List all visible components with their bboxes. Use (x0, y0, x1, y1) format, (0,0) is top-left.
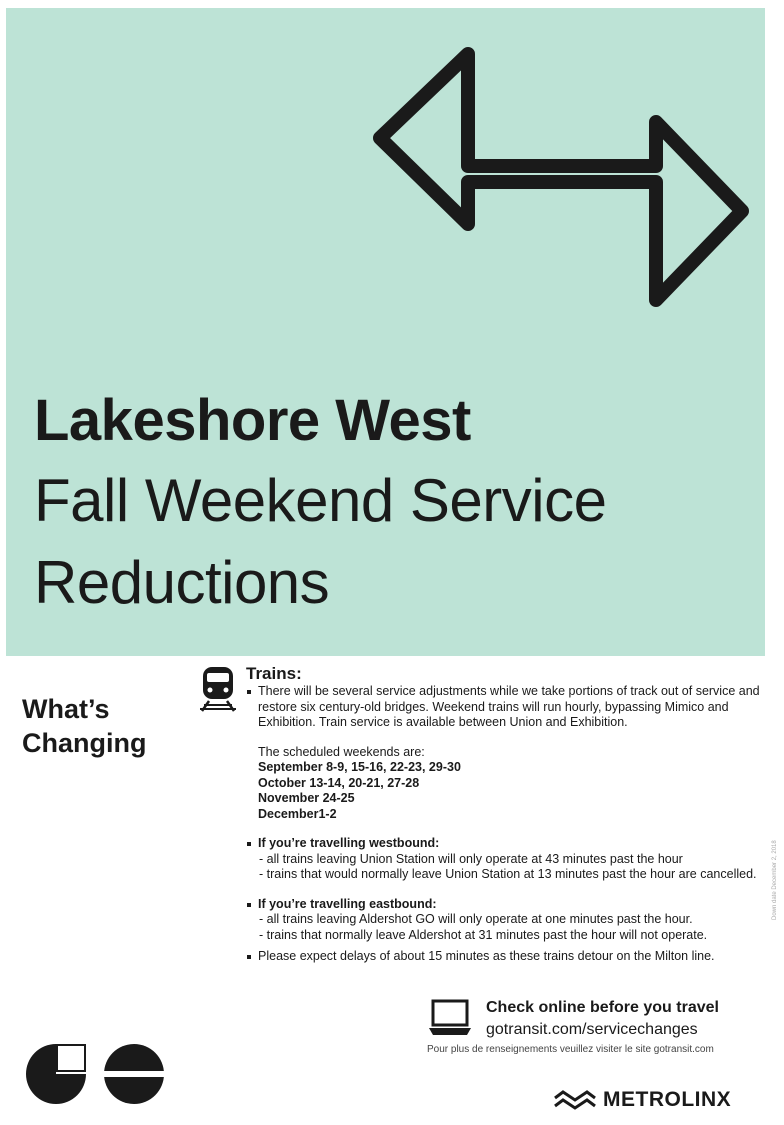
side-note: Down date December 2, 2018 (772, 840, 778, 920)
eastbound-item: - trains that normally leave Aldershot at 31 minutes past the hour will not operate. (259, 927, 708, 942)
eastbound-heading: If you’re travelling eastbound: (246, 897, 766, 913)
westbound-item: - trains that would normally leave Union Station at 13 minutes past the hour are cancelled. (259, 867, 757, 881)
eastbound-block (246, 897, 766, 944)
schedule-date: December1-2 (258, 806, 337, 821)
title-line-route: Lakeshore West (34, 388, 471, 453)
schedule-block (246, 745, 766, 823)
check-online-title: Check online before you travel (486, 999, 719, 1016)
metrolinx-wave-icon (553, 1090, 597, 1110)
schedule-date: November 24-25 (258, 791, 355, 805)
laptop-icon (427, 998, 473, 1038)
trains-section (246, 664, 766, 965)
metrolinx-wordmark: METROLINX (603, 1088, 732, 1111)
title-line-3: Reductions (34, 549, 330, 616)
double-arrow-icon (366, 46, 756, 316)
westbound-block (246, 836, 766, 883)
whats-changing-heading: What’s Changing (22, 694, 147, 758)
eastbound-item: - all trains leaving Aldershot GO will only operate at one minutes past the hour. (259, 912, 693, 926)
westbound-item: - all trains leaving Union Station will only operate at 43 minutes past the hour (259, 851, 683, 866)
title-line-2: Fall Weekend Service (34, 467, 607, 534)
train-icon (198, 665, 238, 713)
schedule-date: September 8-9, 15-16, 22-23, 29-30 (258, 760, 461, 774)
trains-heading: Trains: (246, 664, 302, 683)
delay-note: Please expect delays of about 15 minutes as these trains detour on the Milton line. (246, 949, 766, 965)
go-logo (26, 1044, 166, 1104)
metrolinx-brand (553, 1088, 731, 1112)
trains-intro: There will be several service adjustments while we take portions of track out of service and restore six century-old bridges. Weekend trains will run hourly, bypassing Mimico and Exhibition. Train service is available between Union and Exhibition. (246, 684, 766, 731)
westbound-heading: If you’re travelling westbound: (246, 836, 766, 852)
check-online-url[interactable]: gotransit.com/servicechanges (486, 1021, 698, 1038)
schedule-label: The scheduled weekends are: (258, 744, 425, 759)
schedule-date: October 13-14, 20-21, 27-28 (258, 775, 420, 790)
hero-banner (6, 8, 765, 656)
check-online-french: Pour plus de renseignements veuillez visiter le site gotransit.com (427, 1044, 714, 1055)
